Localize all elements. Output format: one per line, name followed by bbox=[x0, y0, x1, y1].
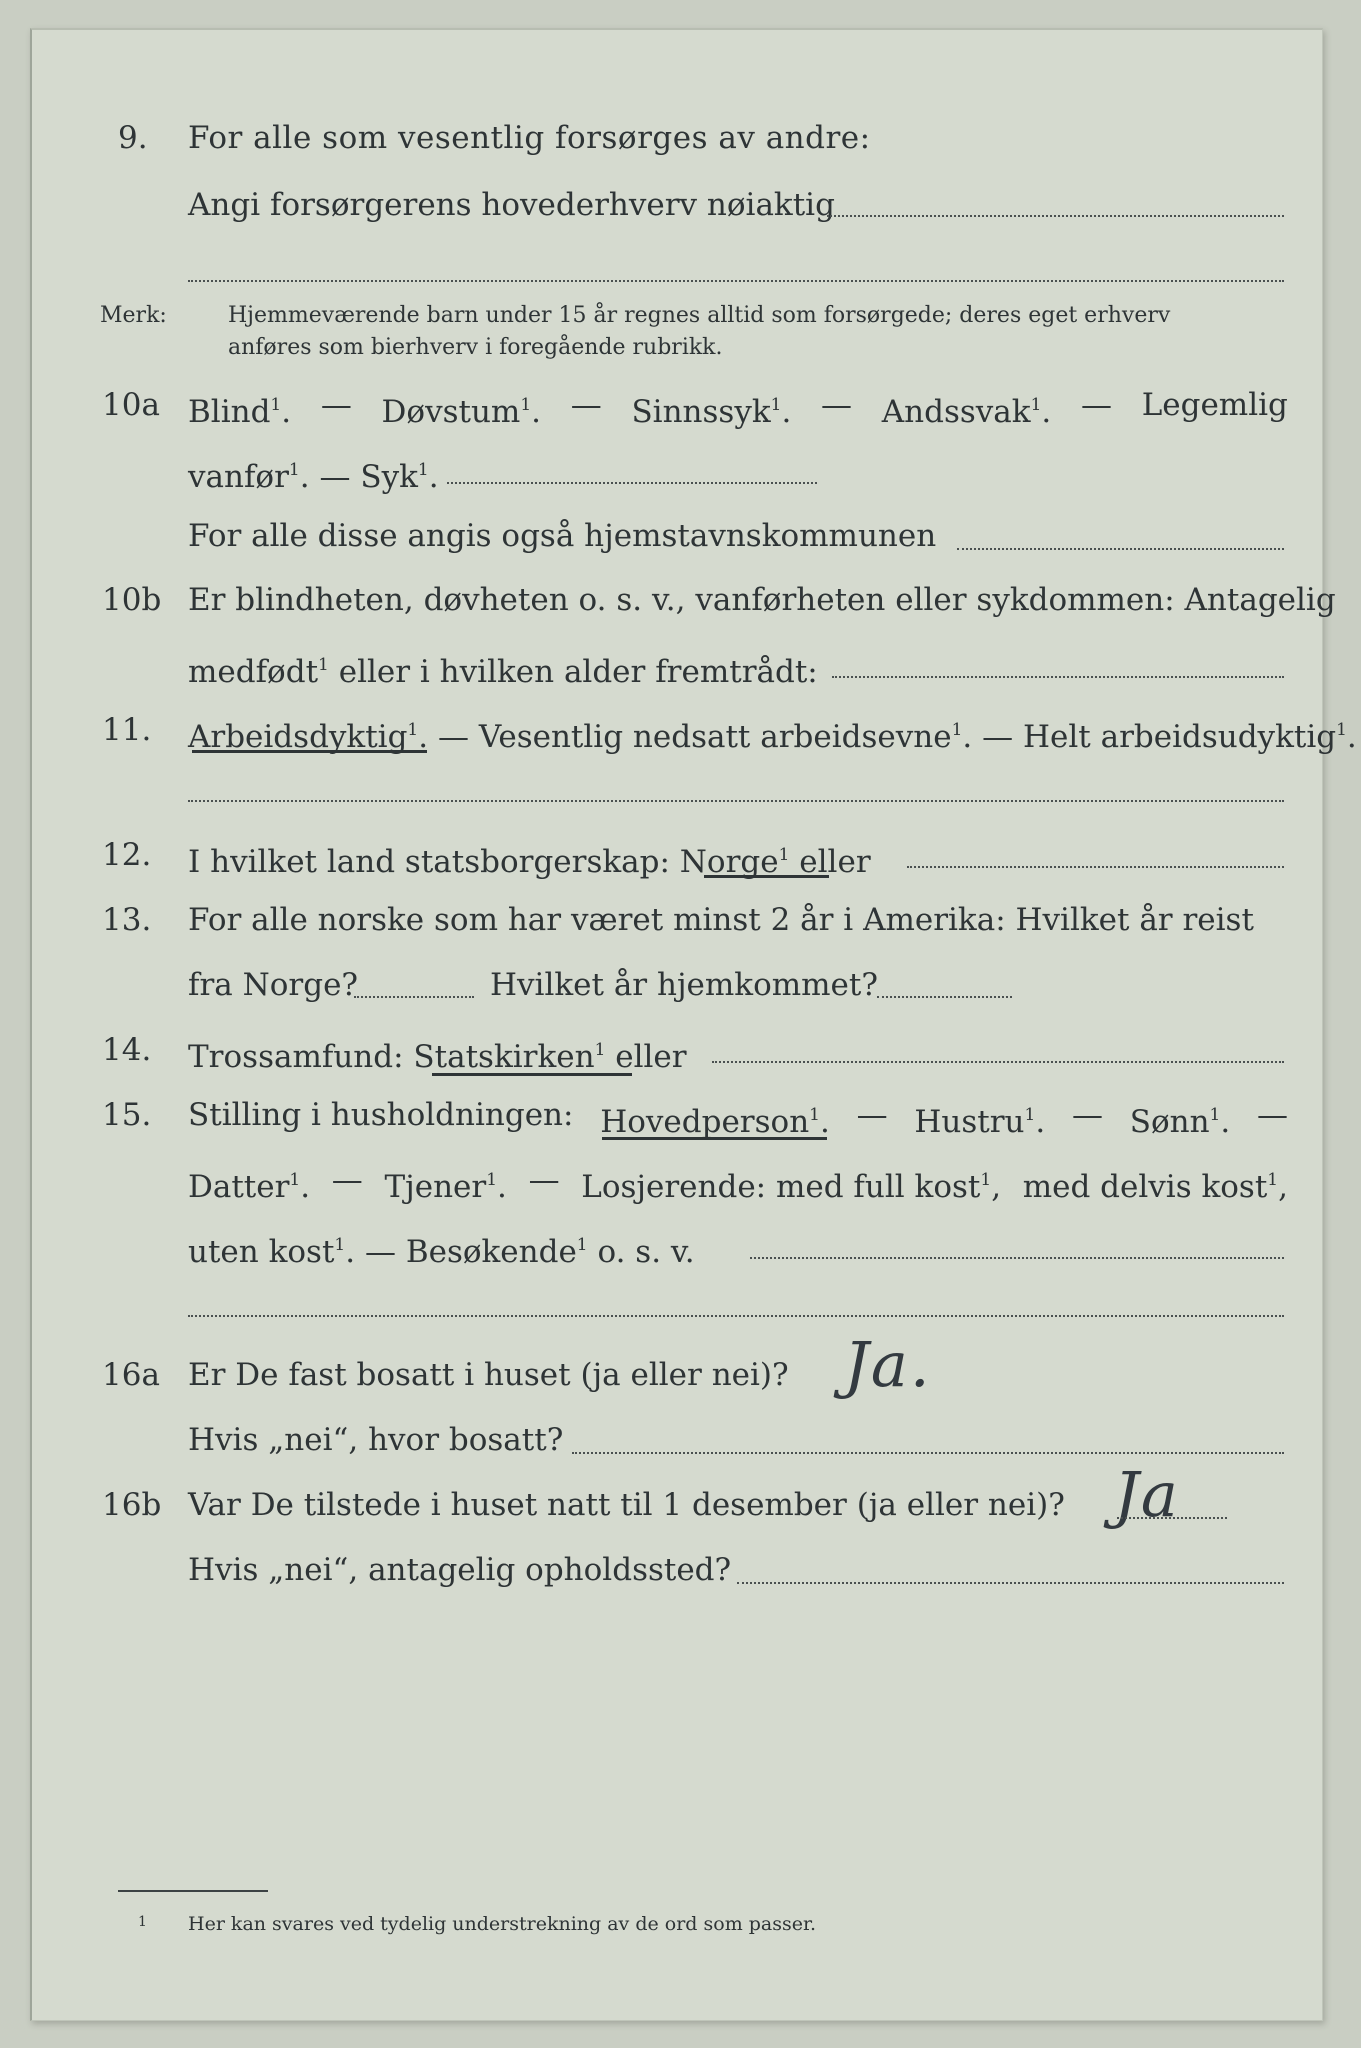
merk-line1: Hjemmeværende barn under 15 år regnes alltid som forsørgede; deres eget erhverv bbox=[228, 303, 1171, 328]
option-uten-kost: uten kost bbox=[188, 1234, 335, 1270]
question-13-line2a: fra Norge? bbox=[188, 967, 359, 1003]
question-11-answer-line bbox=[188, 800, 1284, 802]
question-12-number: 12. bbox=[102, 837, 152, 873]
question-11-number: 11. bbox=[102, 712, 152, 748]
question-12-line1: I hvilket land statsborgerskap: Norge$^1$ eller bbox=[188, 844, 871, 880]
question-10b-line2: medfødt$^1$ eller i hvilken alder fremtrådt: bbox=[188, 654, 818, 690]
question-14-answer-line bbox=[712, 1061, 1284, 1063]
question-15-line3: uten kost$^1$. — Besøkende$^1$ o. s. v. bbox=[188, 1234, 695, 1270]
question-13-line2b: Hvilket år hjemkommet? bbox=[490, 967, 878, 1003]
option-syk: Syk bbox=[360, 459, 418, 495]
question-10a-syk-line bbox=[447, 482, 817, 484]
question-14-line1: Trossamfund: Statskirken$^1$ eller bbox=[188, 1039, 687, 1075]
option-arbeidsdyktig: Arbeidsdyktig bbox=[188, 719, 408, 755]
option-sonn: Sønn bbox=[1129, 1104, 1210, 1140]
question-10a-line3: For alle disse angis også hjemstavnskommunen bbox=[188, 518, 937, 554]
footnote-rule bbox=[118, 1890, 268, 1892]
option-udyktig: Helt arbeidsudyktig bbox=[1022, 719, 1337, 755]
merk-label: Merk: bbox=[100, 303, 167, 328]
option-statskirken: Statskirken bbox=[413, 1039, 595, 1075]
question-9-number: 9. bbox=[118, 120, 148, 156]
question-15-line2: Datter$^1$. — Tjener$^1$. — Losjerende: med full kost$^1$, med delvis kost$^1$, bbox=[188, 1162, 1288, 1205]
option-legemlig: Legemlig bbox=[1141, 387, 1288, 423]
handwritten-answer-16b: Ja bbox=[1114, 1458, 1180, 1531]
question-16b-opholdssted-line bbox=[737, 1582, 1284, 1584]
option-full-kost: Losjerende: med full kost bbox=[581, 1169, 981, 1205]
option-hovedperson: Hovedperson bbox=[600, 1104, 810, 1140]
footnote-mark: 1 bbox=[138, 1914, 147, 1930]
question-10a-kommune-line bbox=[957, 548, 1284, 550]
question-10b-line1: Er blindheten, døvheten o. s. v., vanførheten eller sykdommen: Antagelig bbox=[188, 582, 1336, 618]
question-10b-number: 10b bbox=[102, 582, 162, 618]
underline-statskirken bbox=[432, 1073, 632, 1076]
question-10a-number: 10a bbox=[102, 387, 160, 423]
question-16a-line1: Er De fast bosatt i huset (ja eller nei)? bbox=[188, 1357, 789, 1393]
option-nedsatt: Vesentlig nedsatt arbeidsevne bbox=[478, 719, 952, 755]
census-form-page bbox=[30, 28, 1357, 2021]
question-15-number: 15. bbox=[102, 1097, 152, 1133]
question-11-line1: Arbeidsdyktig$^1$. — Vesentlig nedsatt arbeidsevne$^1$. — Helt arbeidsudyktig$^1$. bbox=[188, 719, 1357, 755]
question-16a-answer-line bbox=[572, 1452, 1284, 1454]
option-tjener: Tjener bbox=[384, 1169, 487, 1205]
question-9-line2: Angi forsørgerens hovederhverv nøiaktig bbox=[188, 187, 835, 223]
question-9-line1: For alle som vesentlig forsørges av andre: bbox=[188, 120, 871, 156]
question-9-answer-line bbox=[827, 215, 1284, 217]
question-15-line1: Stilling i husholdningen: Hovedperson$^1$. — Hustru$^1$. — Sønn$^1$. — bbox=[188, 1097, 1288, 1140]
question-16b-number: 16b bbox=[102, 1487, 162, 1523]
option-norge: Norge bbox=[679, 844, 779, 880]
question-13-hjemkommet-line bbox=[877, 996, 1012, 998]
question-16a-line2: Hvis „nei“, hvor bosatt? bbox=[188, 1422, 564, 1458]
underline-arbeidsdyktig bbox=[192, 750, 427, 753]
question-16a-number: 16a bbox=[102, 1357, 160, 1393]
option-dovstum: Døvstum bbox=[381, 394, 521, 430]
option-besokende: Besøkende bbox=[405, 1234, 577, 1270]
question-13-line1: For alle norske som har været minst 2 år i Amerika: Hvilket år reist bbox=[188, 902, 1254, 938]
option-datter: Datter bbox=[188, 1169, 290, 1205]
merk-line2: anføres som bierhverv i foregående rubrikk. bbox=[228, 335, 723, 360]
question-14-number: 14. bbox=[102, 1032, 152, 1068]
question-16b-line1: Var De tilstede i huset natt til 1 desember (ja eller nei)? bbox=[188, 1487, 1065, 1523]
question-10b-answer-line bbox=[832, 676, 1284, 678]
question-10a-line1: Blind$^1$. — Døvstum$^1$. — Sinnssyk$^1$. — Andssvak$^1$. — Legemlig bbox=[188, 387, 1288, 430]
option-andssvak: Andssvak bbox=[881, 394, 1031, 430]
option-delvis-kost: med delvis kost bbox=[1022, 1169, 1268, 1205]
question-13-number: 13. bbox=[102, 902, 152, 938]
question-10a-line2: vanfør$^1$. — Syk$^1$. bbox=[188, 459, 439, 495]
option-sinnssyk: Sinnssyk bbox=[631, 394, 771, 430]
question-15-answer-line bbox=[750, 1257, 1284, 1259]
option-vanfor: vanfør bbox=[188, 459, 289, 495]
question-16b-answer-line bbox=[1117, 1517, 1227, 1519]
question-16b-line2: Hvis „nei“, antagelig opholdssted? bbox=[188, 1552, 732, 1588]
option-hustru: Hustru bbox=[914, 1104, 1025, 1140]
underline-norge bbox=[704, 875, 829, 878]
question-9-answer-line-2 bbox=[188, 280, 1284, 282]
option-blind: Blind bbox=[188, 394, 271, 430]
footnote-text: Her kan svares ved tydelig understrekning av de ord som passer. bbox=[188, 1913, 817, 1935]
question-13-reist-line bbox=[354, 996, 474, 998]
question-15-answer-line-2 bbox=[188, 1315, 1284, 1317]
underline-hovedperson bbox=[602, 1137, 827, 1140]
question-12-answer-line bbox=[907, 866, 1284, 868]
handwritten-answer-16a: Ja. bbox=[844, 1328, 932, 1401]
